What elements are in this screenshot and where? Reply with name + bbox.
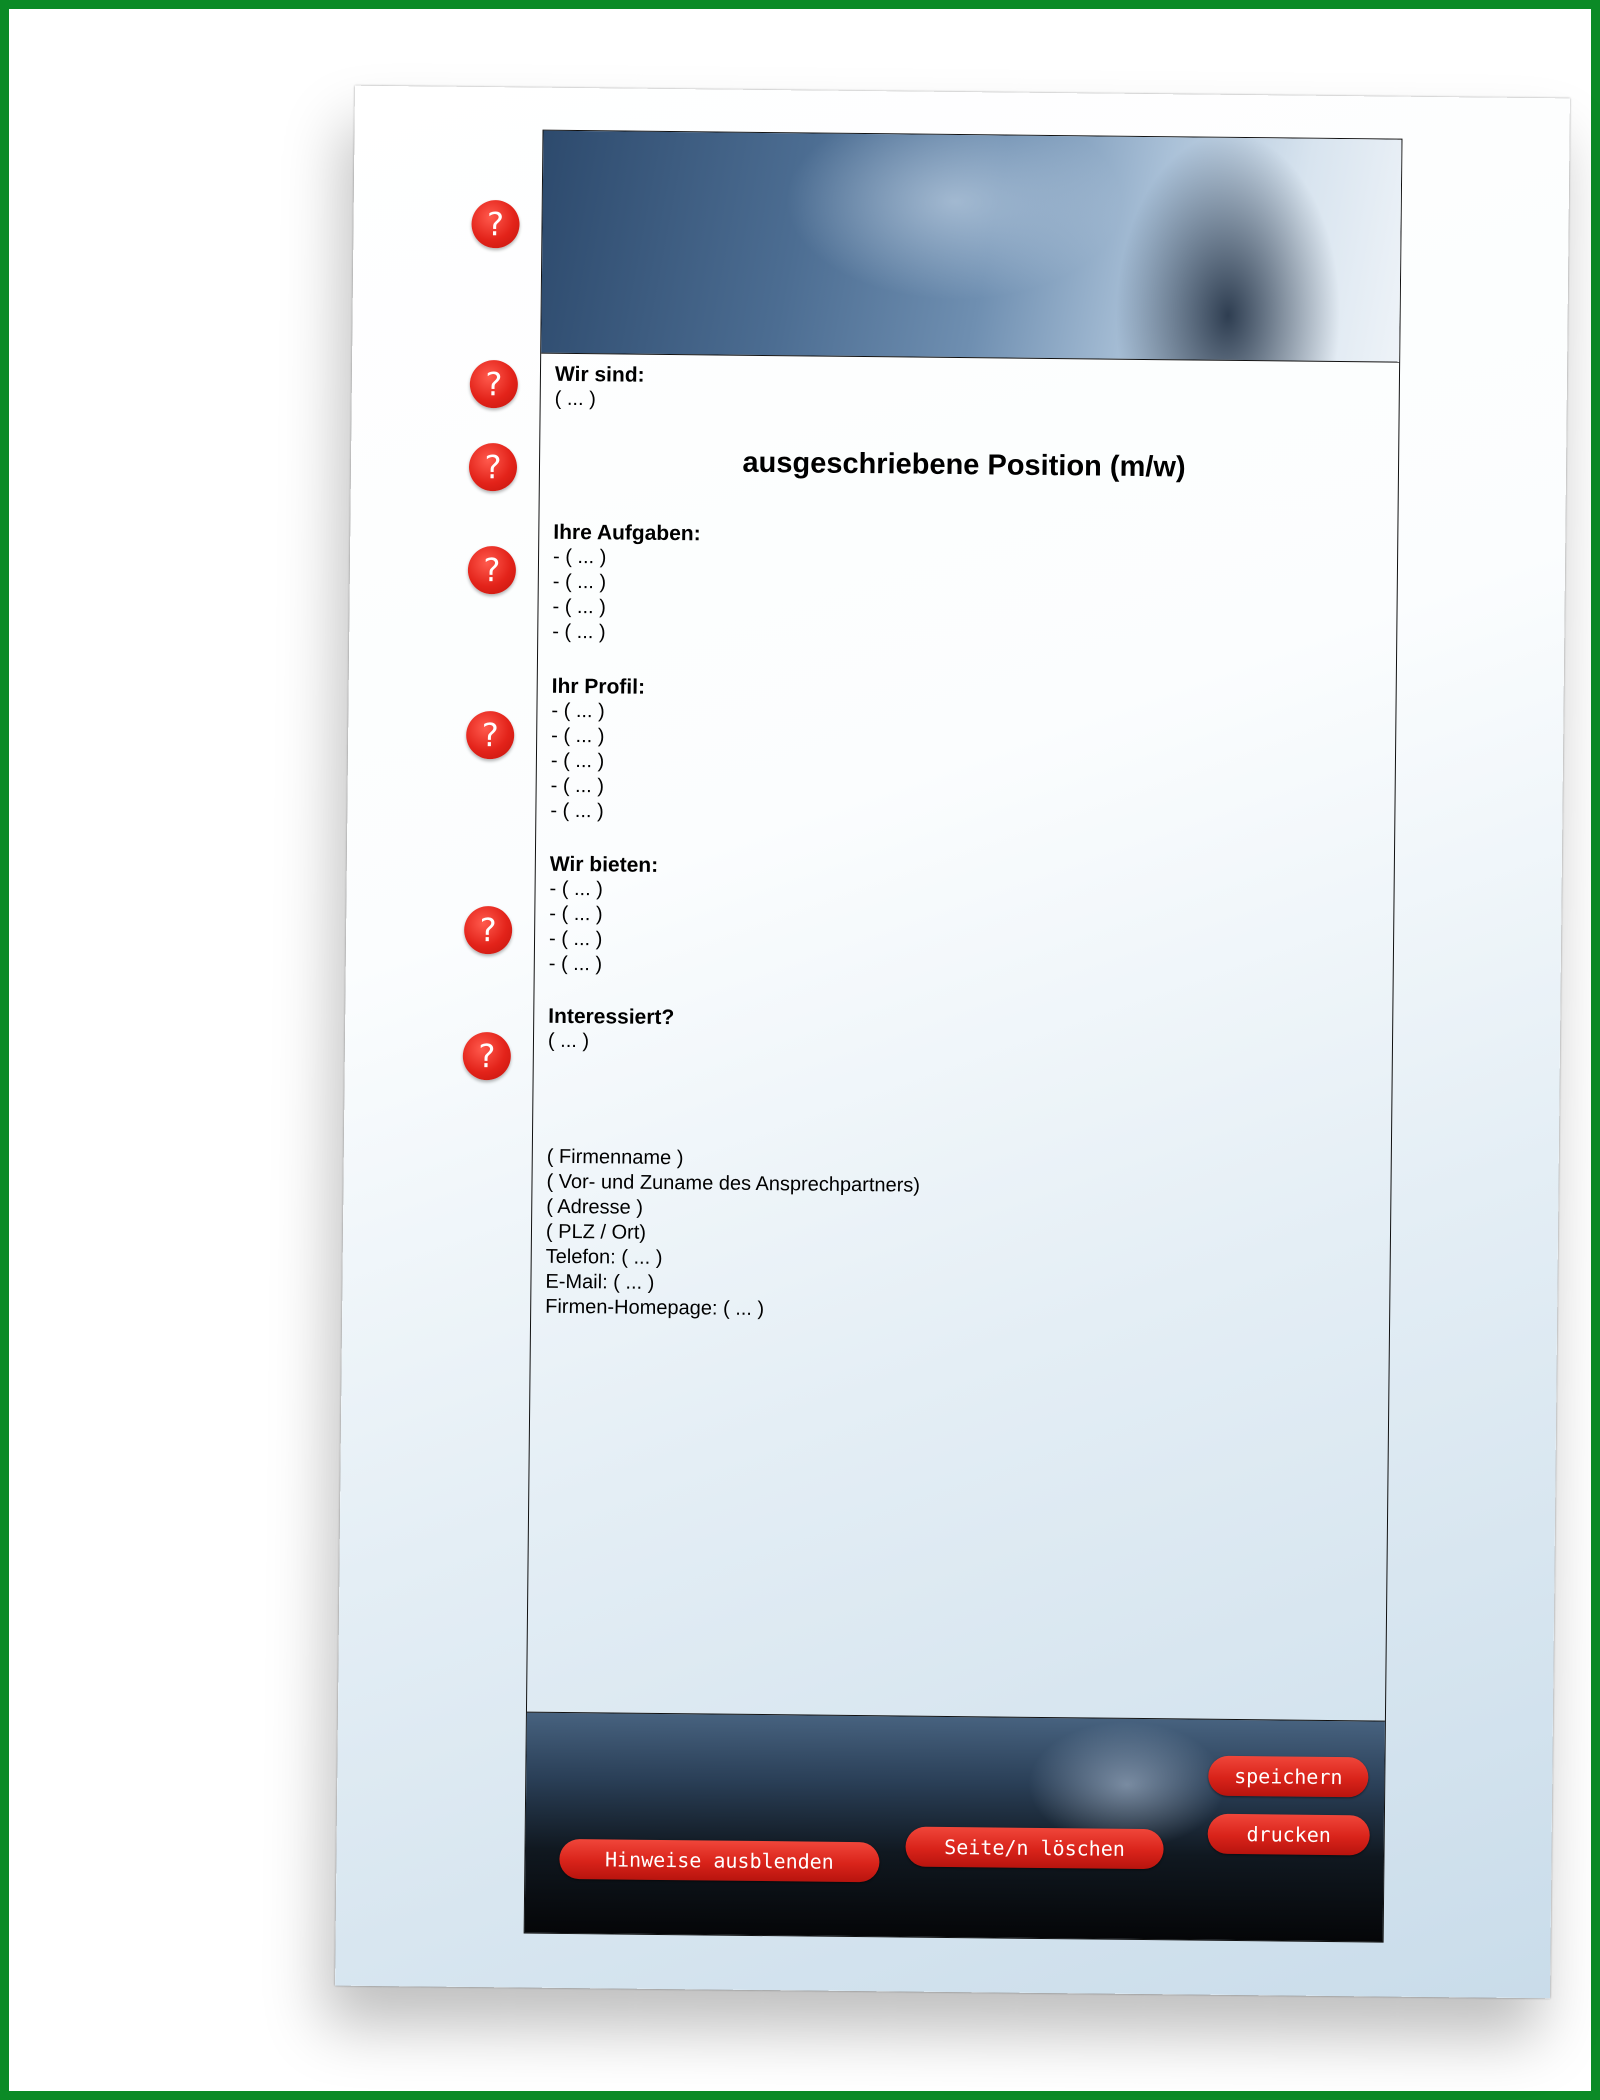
- list-item[interactable]: - ( ... ): [548, 927, 603, 951]
- list-item[interactable]: - ( ... ): [551, 724, 605, 748]
- interested-text[interactable]: ( ... ): [547, 1029, 590, 1053]
- list-item[interactable]: - ( ... ): [551, 699, 605, 723]
- interested-section: [548, 1005, 675, 1055]
- hint-icon-interested[interactable]: ?: [463, 1032, 512, 1081]
- hint-icon-offer[interactable]: ?: [464, 906, 513, 955]
- offer-heading: Wir bieten:: [549, 852, 659, 877]
- tasks-heading: Ihre Aufgaben:: [553, 520, 701, 546]
- about-heading: Wir sind:: [554, 362, 645, 387]
- save-button[interactable]: speichern: [1208, 1756, 1368, 1798]
- list-item[interactable]: - ( ... ): [550, 749, 605, 773]
- contact-homepage[interactable]: Firmen-Homepage: ( ... ): [545, 1295, 765, 1321]
- contact-block: [545, 1145, 920, 1324]
- offer-section: [549, 853, 659, 978]
- contact-person[interactable]: ( Vor- und Zuname des Ansprechpartners): [546, 1170, 921, 1197]
- footer-image: [525, 1712, 1385, 1942]
- list-item[interactable]: - ( ... ): [552, 620, 606, 644]
- header-image: [541, 131, 1401, 363]
- contact-company[interactable]: ( Firmenname ): [546, 1145, 684, 1170]
- list-item[interactable]: - ( ... ): [550, 799, 604, 823]
- list-item[interactable]: - ( ... ): [552, 545, 607, 569]
- contact-email[interactable]: E-Mail: ( ... ): [545, 1270, 655, 1294]
- list-item[interactable]: - ( ... ): [550, 774, 605, 798]
- hide-hints-button[interactable]: Hinweise ausblenden: [559, 1839, 879, 1882]
- print-button[interactable]: drucken: [1208, 1814, 1370, 1856]
- hint-icon-header[interactable]: ?: [471, 200, 520, 249]
- about-text[interactable]: ( ... ): [554, 387, 596, 411]
- interested-heading: Interessiert?: [548, 1004, 675, 1030]
- contact-phone[interactable]: Telefon: ( ... ): [545, 1245, 663, 1269]
- list-item[interactable]: - ( ... ): [548, 952, 603, 976]
- position-title[interactable]: ausgeschriebene Position (m/w): [742, 446, 1186, 484]
- contact-address[interactable]: ( Adresse ): [546, 1195, 644, 1219]
- list-item[interactable]: - ( ... ): [549, 877, 604, 901]
- hint-icon-tasks[interactable]: ?: [468, 546, 517, 595]
- profile-heading: Ihr Profil:: [551, 674, 646, 699]
- profile-section: [550, 675, 645, 825]
- hint-icon-position[interactable]: ?: [469, 443, 518, 492]
- document-body: [545, 362, 1375, 1321]
- tasks-section: [552, 521, 701, 647]
- delete-pages-button[interactable]: Seite/n löschen: [905, 1827, 1163, 1870]
- list-item[interactable]: - ( ... ): [552, 570, 607, 594]
- job-ad-template: [524, 130, 1403, 1943]
- list-item[interactable]: - ( ... ): [549, 902, 603, 926]
- contact-zip-city[interactable]: ( PLZ / Ort): [545, 1220, 647, 1244]
- document-page: [335, 86, 1570, 1999]
- hint-icon-profile[interactable]: ?: [466, 711, 515, 760]
- list-item[interactable]: - ( ... ): [552, 595, 606, 619]
- about-section: [555, 363, 645, 413]
- hint-icon-about[interactable]: ?: [470, 360, 519, 409]
